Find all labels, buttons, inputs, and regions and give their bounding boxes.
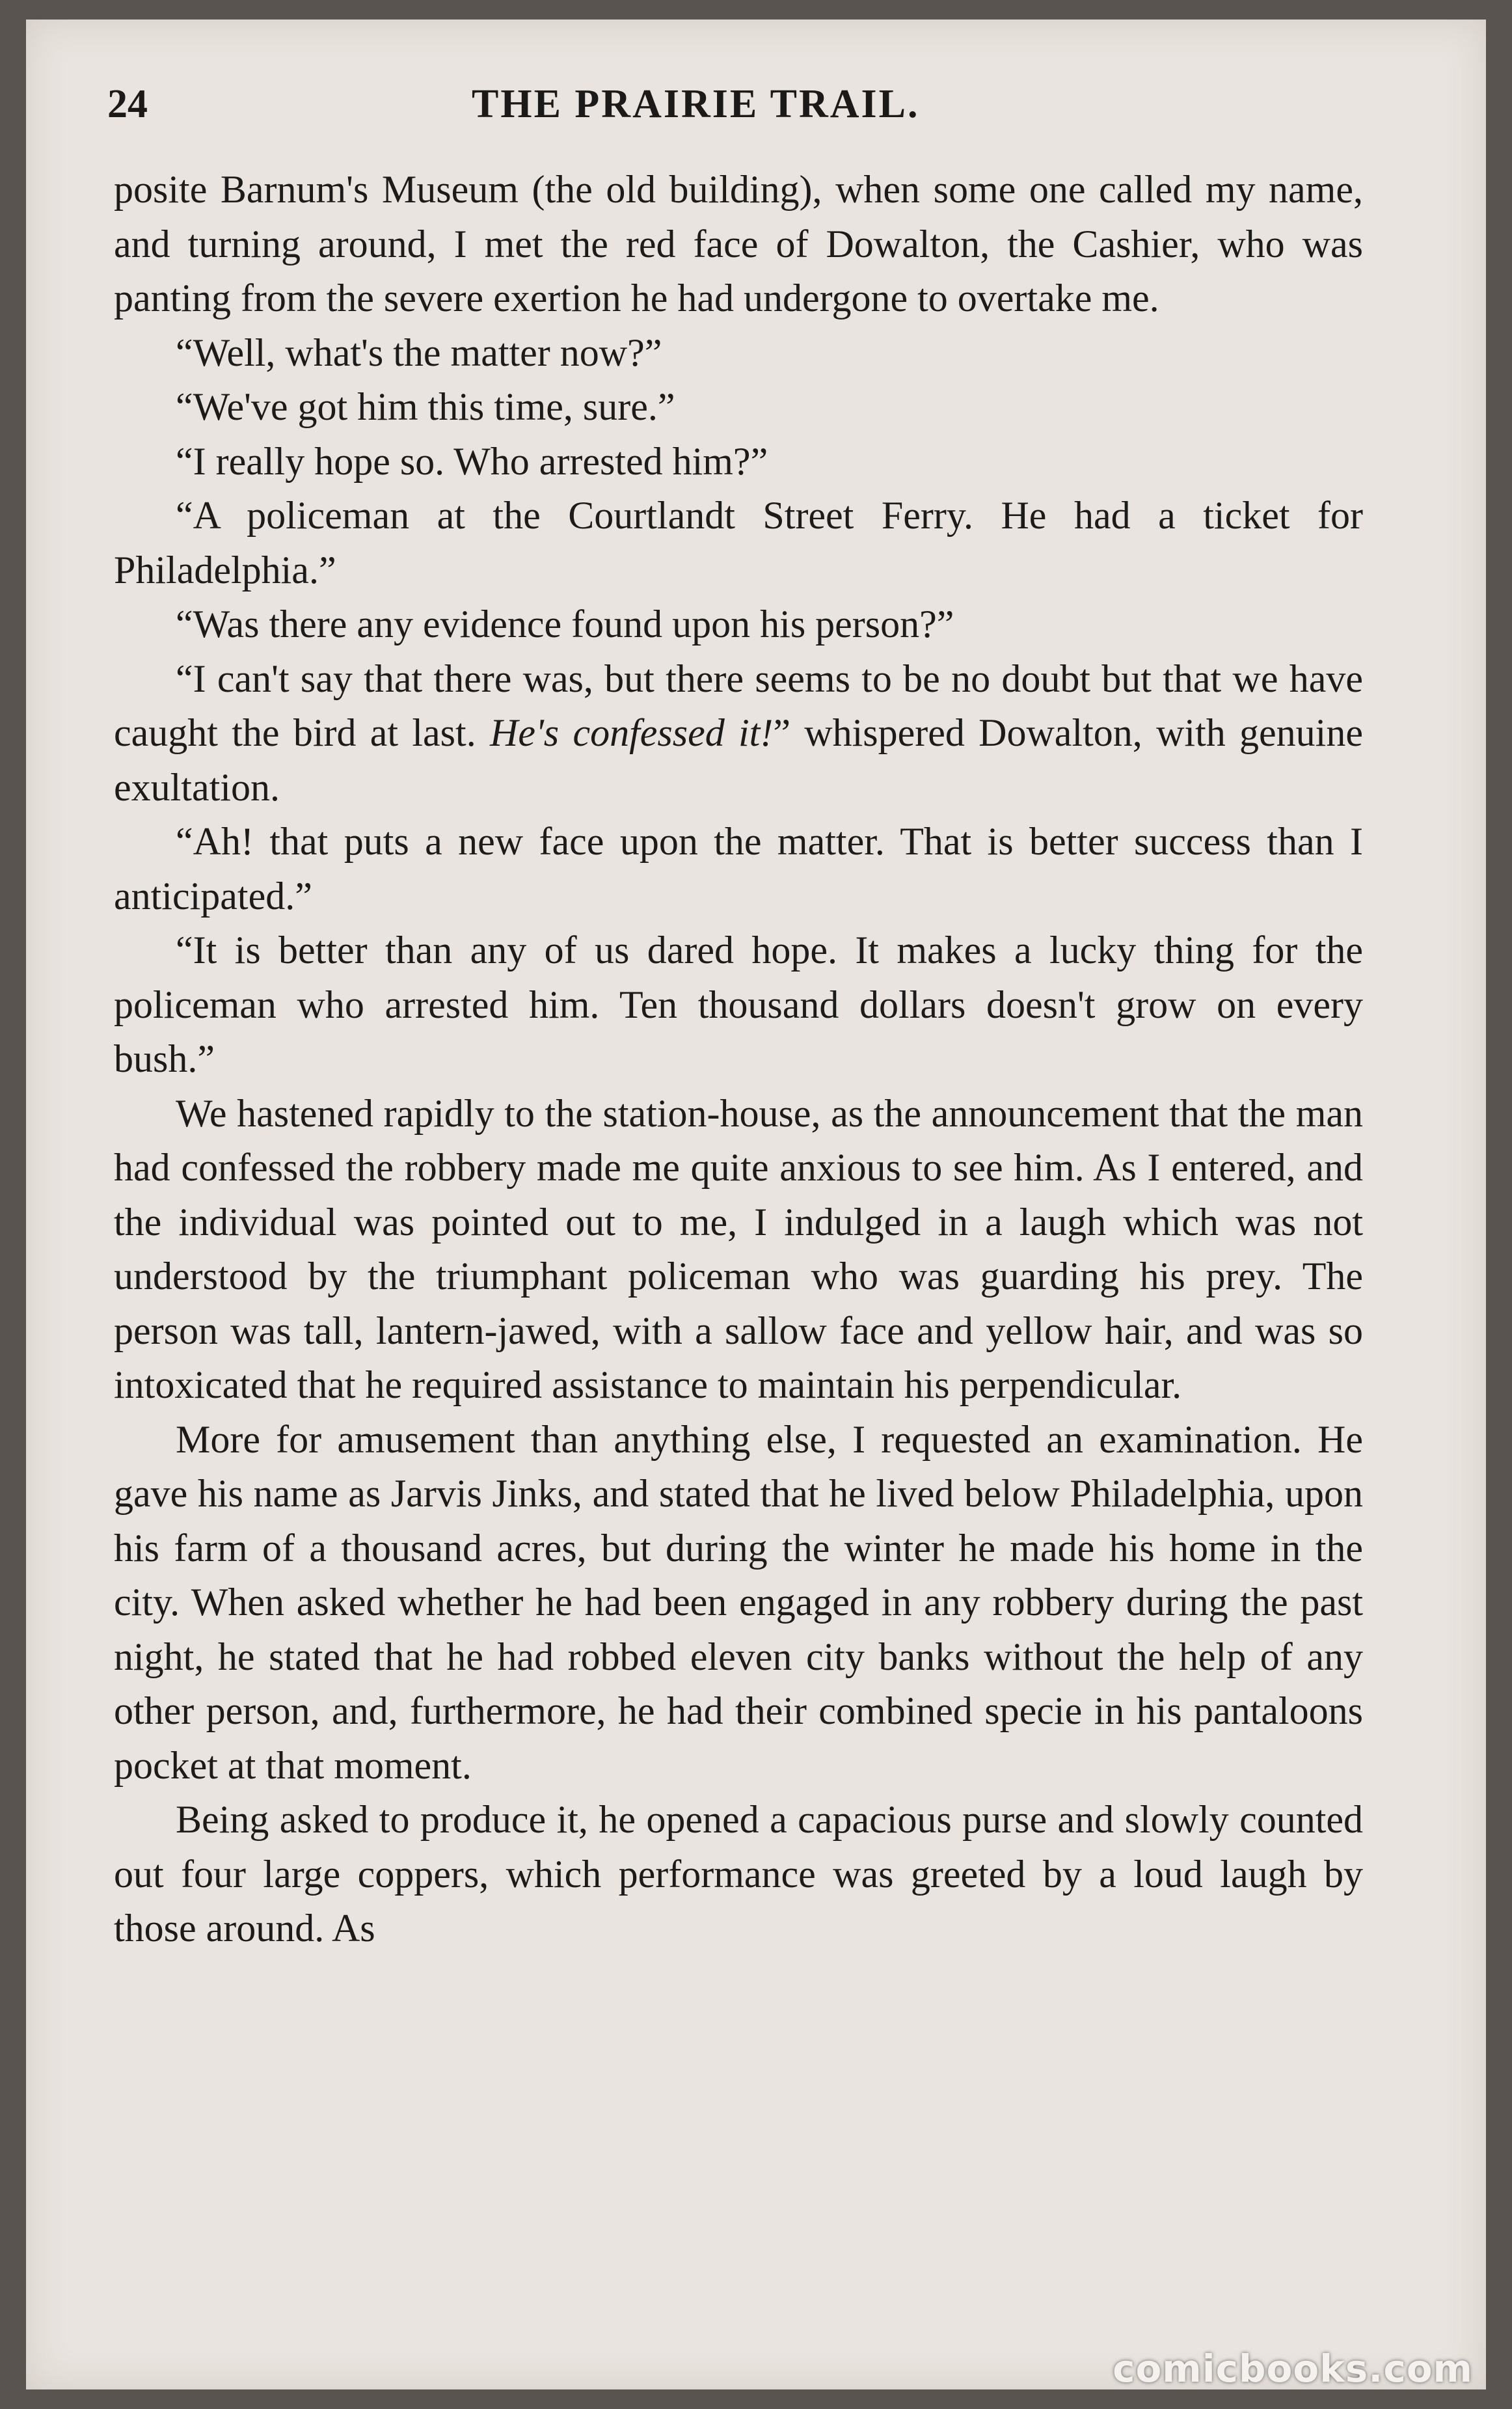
paragraph: [114, 923, 1363, 1087]
paragraph: [114, 1087, 1363, 1413]
text-run: “I can't say that there was, but there seems to be no doubt but that we have caught the bird at last.: [114, 657, 1363, 754]
text-run: posite Barnum's Museum (the old building), when some one called my name, and turning around, I met the red face of Dowalton, the Cashier, who was panting from the severe exertion he had undergone to overtake me.: [114, 168, 1363, 320]
text-run: “I really hope so. Who arrested him?”: [176, 439, 768, 483]
paragraph: [114, 597, 1363, 652]
paragraph: [114, 815, 1363, 923]
text-run: More for amusement than anything else, I requested an examination. He gave his name as Jarvis Jinks, and stated that he lived below Philadelphia, upon his farm of a thousand acres, but during the winter he made his home in the city. When asked whether he had been engaged in any robbery during the past night, he stated that he had robbed eleven city banks without the help of any other person, and, furthermore, he had their combined specie in his pantaloons pocket at that moment.: [114, 1417, 1363, 1787]
italic-text: He's confessed it!: [490, 711, 774, 754]
paragraph: [114, 1413, 1363, 1793]
body-text: [114, 163, 1363, 1956]
paragraph: [114, 326, 1363, 381]
text-run: “Was there any evidence found upon his person?”: [176, 603, 954, 646]
text-run: We hastened rapidly to the station-house, as the announcement that the man had confessed the robbery made me quite anxious to see him. As I entered, and the individual was pointed out to me, I indulged in a laugh which was not understood by the triumphant policeman who was guarding his prey. The person was tall, lantern-jawed, with a sallow face and yellow hair, and was so intoxicated that he required assistance to maintain his perpendicular.: [114, 1091, 1363, 1406]
text-run: Being asked to produce it, he opened a capacious purse and slowly counted out four large coppers, which performance was greeted by a loud laugh by those around. As: [114, 1798, 1363, 1950]
text-run: “A policeman at the Courtlandt Street Ferry. He had a ticket for Philadelphia.”: [114, 494, 1363, 592]
paragraph: [114, 163, 1363, 326]
text-run: “We've got him this time, sure.”: [176, 385, 675, 428]
paragraph: [114, 435, 1363, 489]
paragraph: [114, 652, 1363, 815]
running-header: [107, 81, 1360, 146]
text-run: “Well, what's the matter now?”: [176, 331, 662, 374]
page-number: 24: [107, 82, 148, 126]
text-run: “Ah! that puts a new face upon the matter. That is better success than I anticipated.”: [114, 820, 1363, 918]
paragraph: [114, 1793, 1363, 1956]
text-run: “It is better than any of us dared hope. It makes a lucky thing for the policeman who arrested him. Ten thousand dollars doesn't grow on every bush.”: [114, 929, 1363, 1080]
book-page: [26, 20, 1486, 2389]
text-run: ” whispered Dowalton, with genuine exultation.: [114, 711, 1363, 809]
paragraph: [114, 380, 1363, 435]
paragraph: [114, 489, 1363, 597]
running-title: THE PRAIRIE TRAIL.: [472, 82, 920, 126]
site-watermark: comicbooks.com: [1113, 2347, 1473, 2391]
